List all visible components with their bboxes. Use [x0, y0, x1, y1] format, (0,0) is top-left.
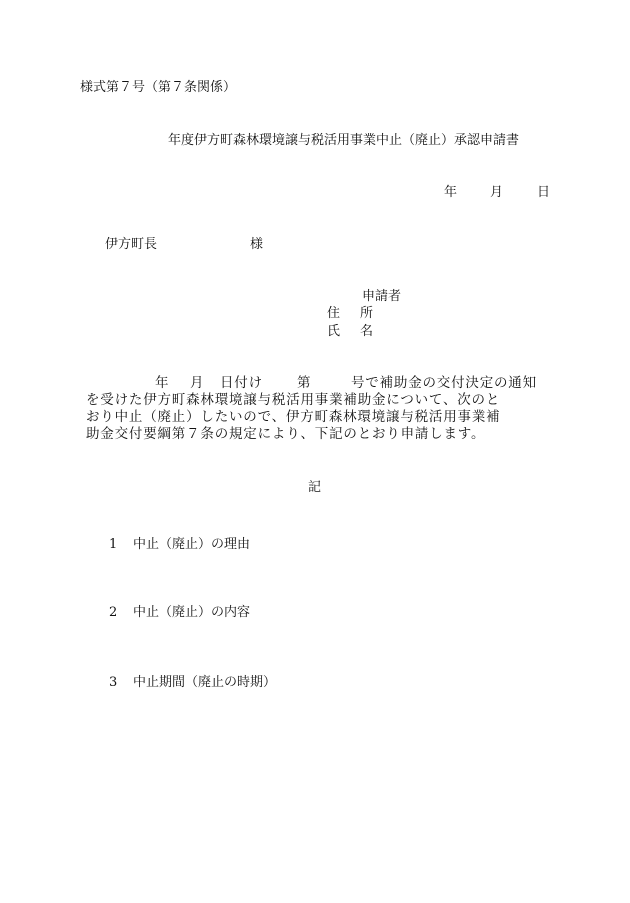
addressee-name: 伊方町長 — [105, 237, 158, 252]
body-paragraph-line-4: 助金交付要綱第７条の規定により、下記のとおり申請します。 — [86, 426, 486, 442]
item-cancellation-reason — [109, 538, 250, 551]
body-year-label: 年 — [155, 375, 170, 391]
date-year-label: 年 — [444, 185, 458, 200]
address-label — [327, 307, 373, 320]
applicant-label: 申請者 — [362, 289, 402, 304]
addressee-honorific: 様 — [250, 237, 264, 252]
item-cancellation-period — [109, 676, 276, 689]
date-day-label: 日 — [537, 185, 551, 200]
body-paragraph-line-3: おり中止（廃止）したいので、伊方町森林環境譲与税活用事業補 — [86, 409, 501, 425]
name-label-char-2: 名 — [359, 324, 373, 339]
form-number: 様式第７号（第７条関係） — [80, 80, 237, 95]
body-line-1-rest: 号で補助金の交付決定の通知 — [351, 375, 537, 391]
body-dai-label: 第 — [297, 375, 312, 391]
item-label: 中止（廃止）の理由 — [133, 537, 251, 552]
item-number: 1 — [109, 537, 118, 552]
body-paragraph-line-2: を受けた伊方町森林環境譲与税活用事業補助金について、次のと — [86, 392, 501, 408]
ki-heading: 記 — [308, 480, 322, 495]
body-month-label: 月 — [190, 375, 205, 391]
item-label: 中止（廃止）の内容 — [133, 605, 251, 620]
body-date-suffix: 日付け — [220, 375, 263, 391]
item-cancellation-content — [109, 606, 250, 619]
date-month-label: 月 — [490, 185, 504, 200]
document-title: 年度伊方町森林環境譲与税活用事業中止（廃止）承認申請書 — [168, 133, 520, 148]
name-label — [327, 325, 373, 338]
item-number: 2 — [109, 605, 118, 620]
address-label-char-1: 住 — [327, 306, 341, 321]
item-number: 3 — [109, 675, 118, 690]
item-label: 中止期間（廃止の時期） — [133, 675, 277, 690]
name-label-char-1: 氏 — [327, 324, 341, 339]
address-label-char-2: 所 — [359, 306, 373, 321]
